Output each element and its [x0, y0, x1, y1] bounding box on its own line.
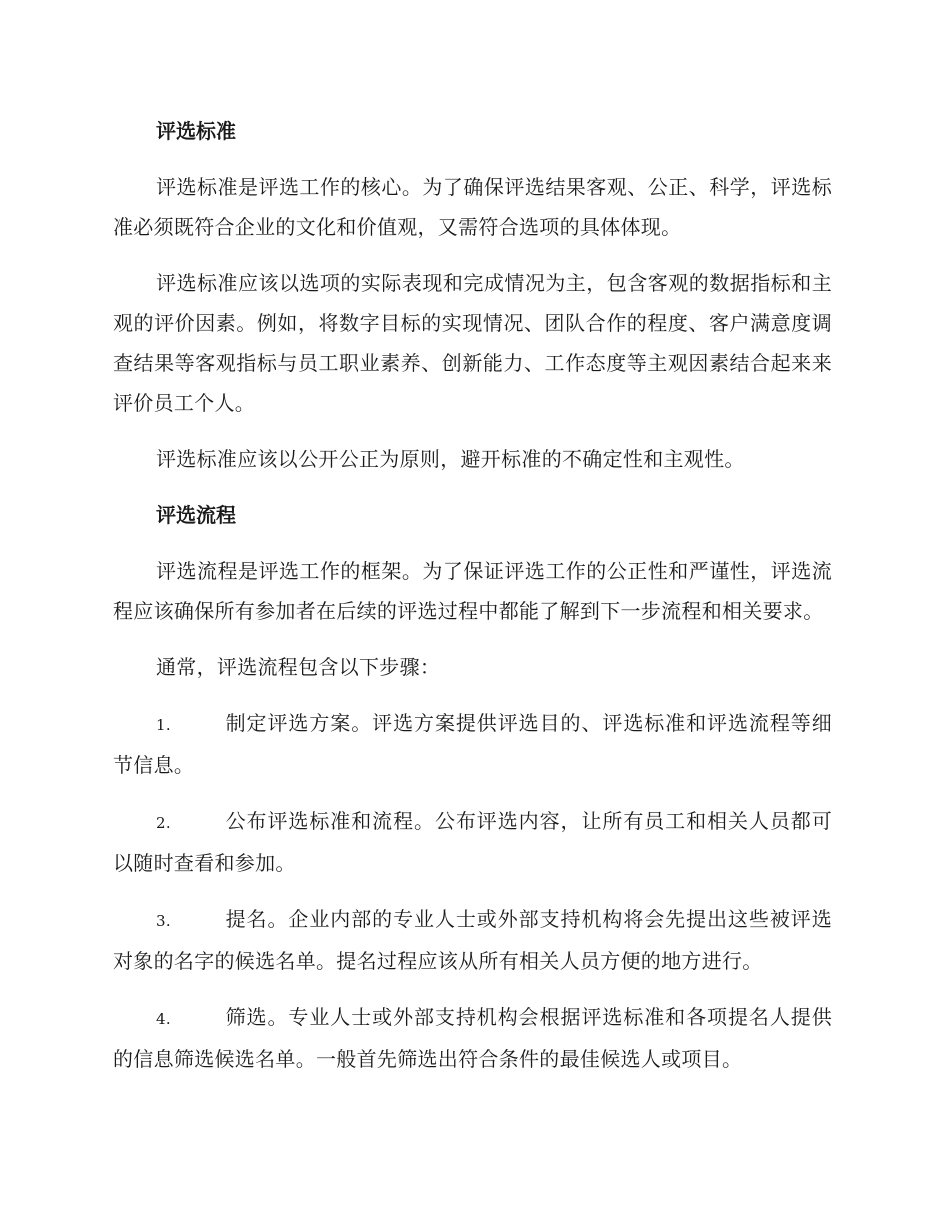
paragraph: 通常，评选流程包含以下步骤： — [156, 655, 441, 679]
paragraph: 评选流程是评选工作的框架。为了保证评选工作的公正性和严谨性，评选流程应该确保所有参加者在后续的评选过程中都能了解到下一步流程和相关要求。 — [113, 559, 832, 623]
section-heading: 评选标准 — [156, 119, 236, 143]
list-item — [113, 703, 832, 785]
list-item-number: 4. — [156, 1010, 171, 1028]
paragraph: 评选标准应该以选项的实际表现和完成情况为主，包含客观的数据指标和主观的评价因素。例如，将数字目标的实现情况、团队合作的程度、客户满意度调查结果等客观指标与员工职业素养、创新能力、工作态度等主观因素结合起来来评价员工个人。 — [113, 271, 832, 415]
list-item-number: 3. — [156, 912, 171, 930]
section-process — [113, 495, 832, 1079]
section-criteria — [113, 111, 832, 479]
list-item — [113, 899, 832, 981]
section-heading: 评选流程 — [156, 503, 236, 527]
paragraph: 评选标准应该以公开公正为原则，避开标准的不确定性和主观性。 — [156, 447, 745, 471]
list-item-number: 1. — [156, 716, 171, 734]
list-item-text: 筛选。专业人士或外部支持机构会根据评选标准和各项提名人提供的信息筛选候选名单。一般首先筛选出符合条件的最佳候选人或项目。 — [113, 1005, 832, 1071]
list-item-number: 2. — [156, 814, 171, 832]
list-item-text: 制定评选方案。评选方案提供评选目的、评选标准和评选流程等细节信息。 — [113, 711, 832, 777]
steps-list — [113, 703, 832, 1079]
list-item-text: 公布评选标准和流程。公布评选内容，让所有员工和相关人员都可以随时查看和参加。 — [113, 809, 832, 875]
list-item — [113, 801, 832, 883]
list-item-text: 提名。企业内部的专业人士或外部支持机构将会先提出这些被评选对象的名字的候选名单。提名过程应该从所有相关人员方便的地方进行。 — [113, 907, 832, 973]
list-item — [113, 997, 832, 1079]
paragraph: 评选标准是评选工作的核心。为了确保评选结果客观、公正、科学，评选标准必须既符合企业的文化和价值观，又需符合选项的具体体现。 — [113, 175, 832, 239]
